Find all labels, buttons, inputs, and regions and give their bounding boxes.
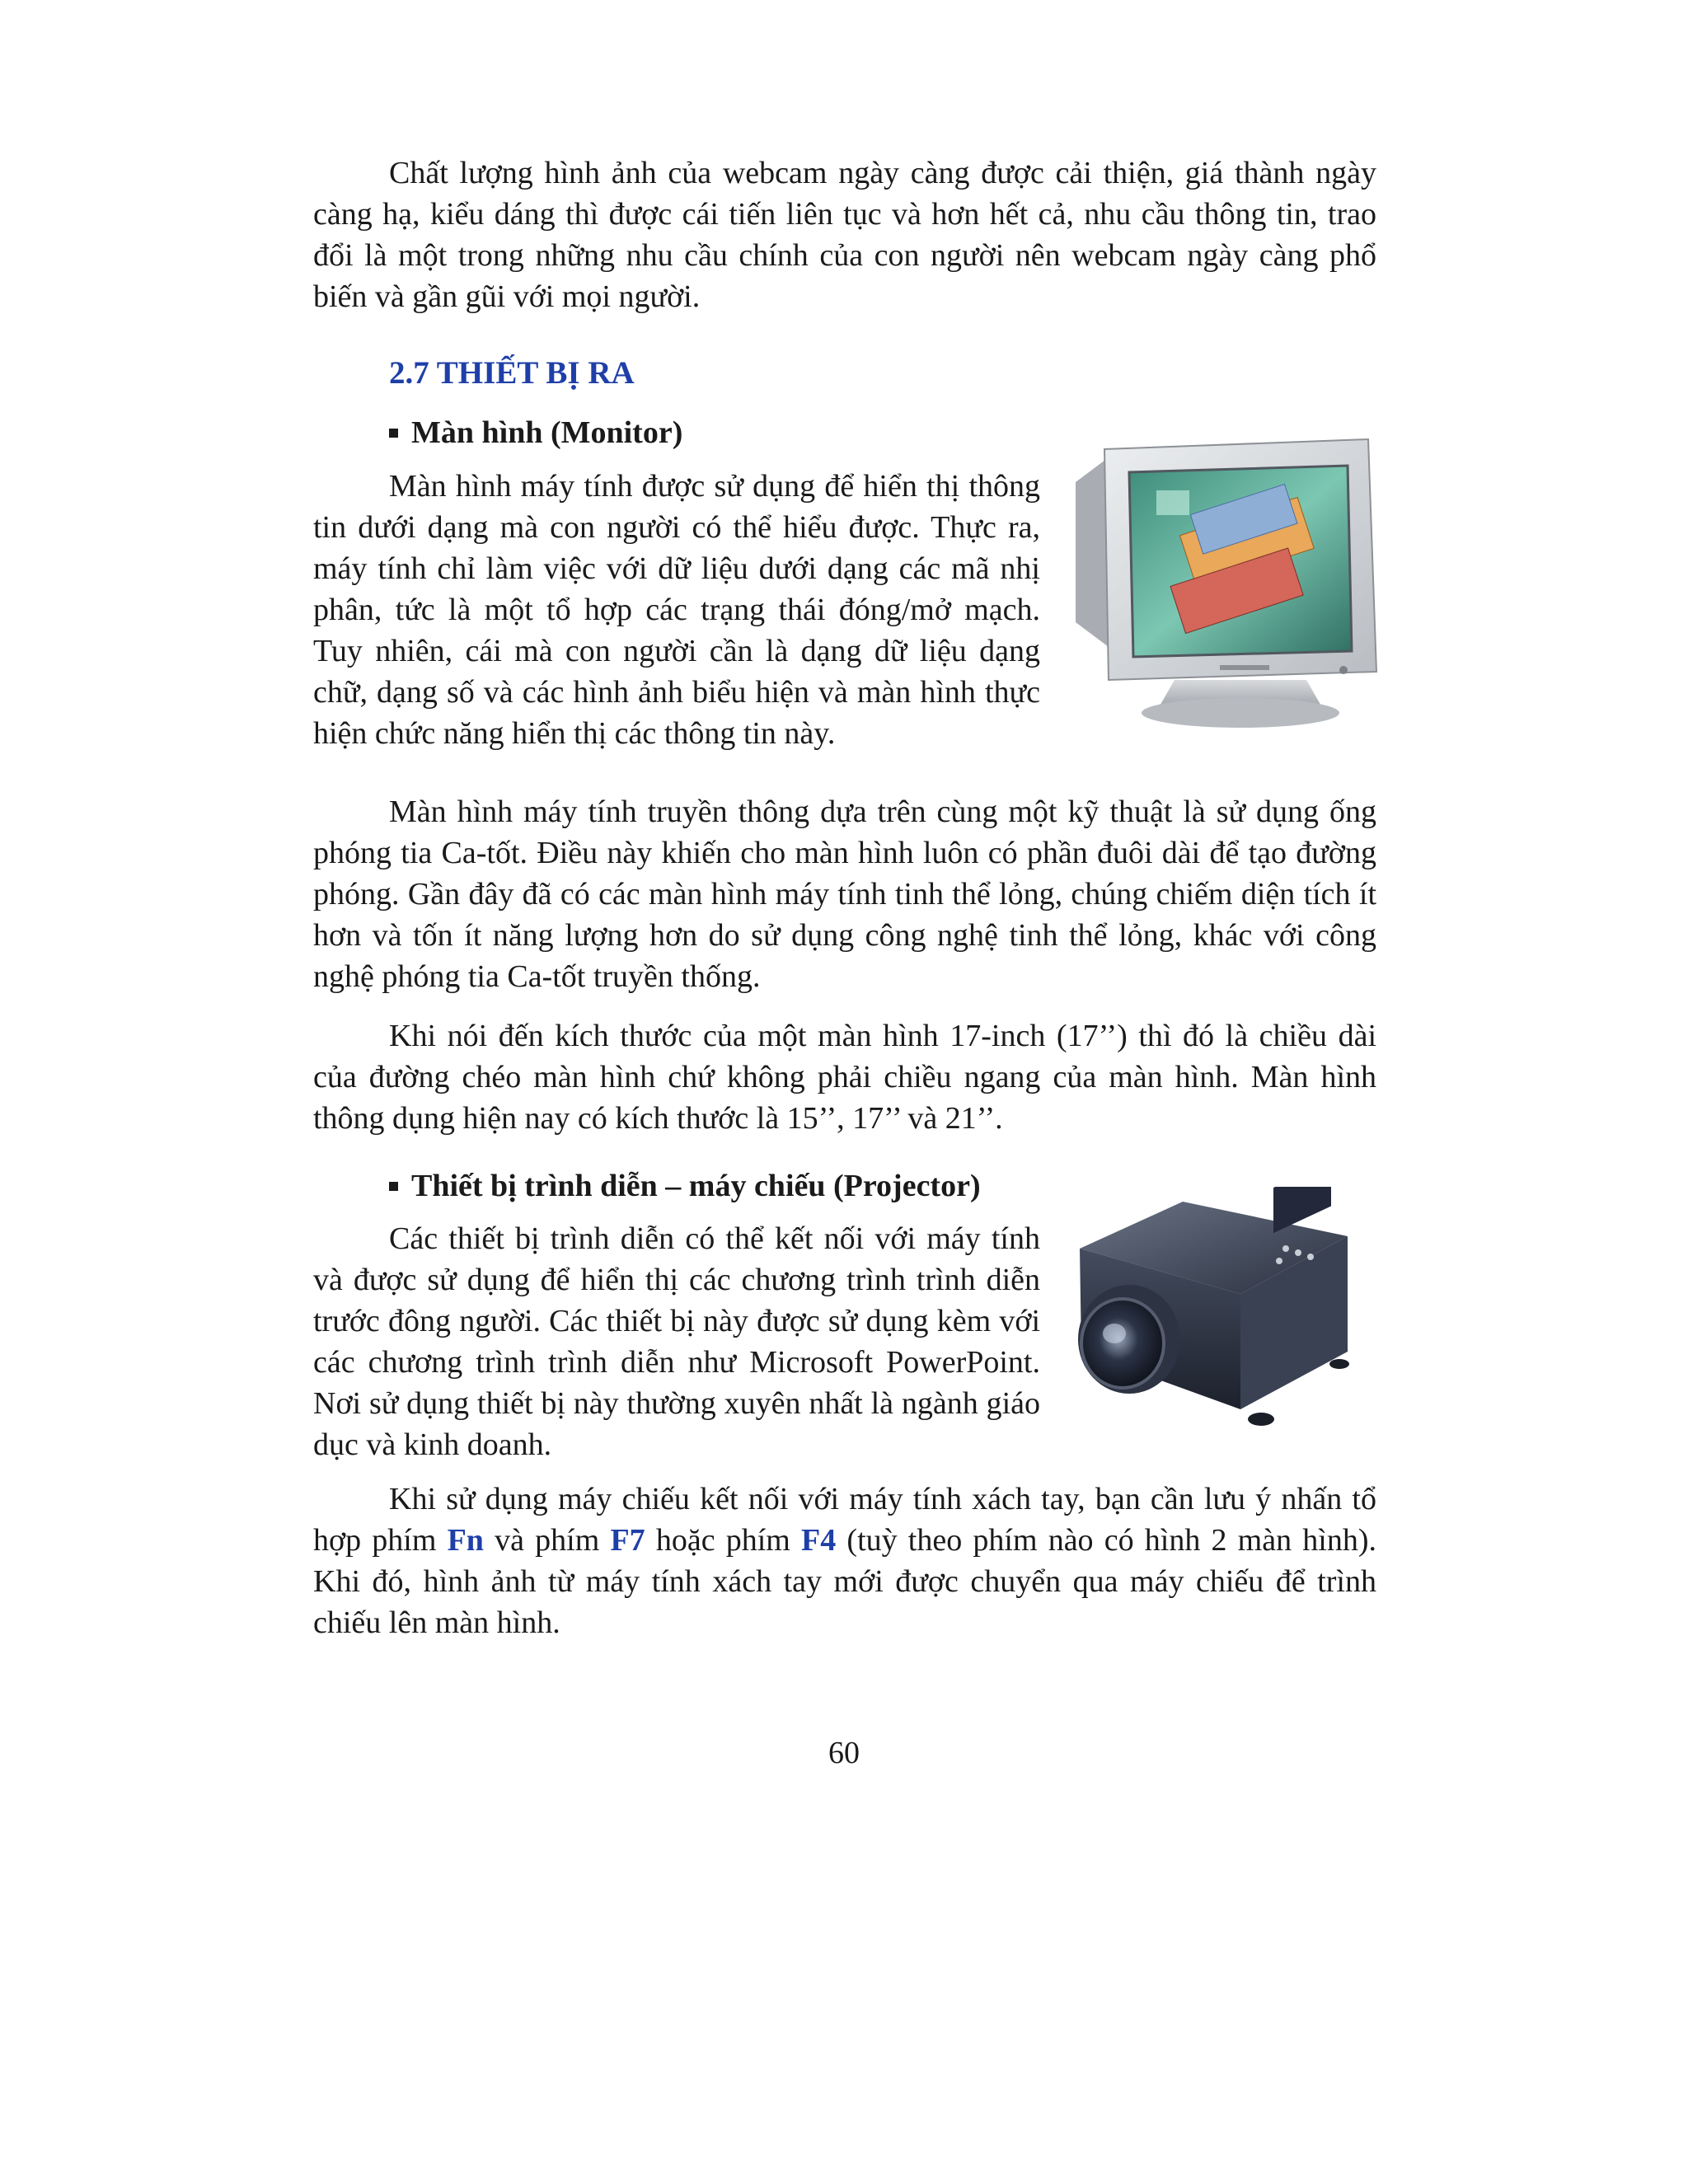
monitor-heading-text: Màn hình (Monitor)	[411, 415, 683, 450]
projector-paragraph-2-part-4: (tuỳ theo phím nào có hình 2 màn hình). Khi đó, hình ảnh từ máy tính xách tay mới được chuyển qua máy chiếu để trình chiếu lên màn hình.	[313, 1523, 1376, 1640]
projector-paragraph-2-part-2: và phím	[483, 1523, 611, 1558]
crt-monitor-image	[1059, 433, 1389, 742]
projector-paragraph-2-part-1: Khi sử dụng máy chiếu kết nối với máy tính xách tay, bạn cần lưu ý nhấn tổ hợp phím	[313, 1482, 1376, 1558]
projector-image	[1063, 1187, 1368, 1442]
projector-paragraph-2-part-3: hoặc phím	[645, 1523, 802, 1558]
monitor-paragraph-1: Màn hình máy tính được sử dụng để hiển thị thông tin dưới dạng mà con người có thể hiểu được. Thực ra, máy tính chỉ làm việc với dữ liệu dưới dạng các mã nhị phân, tức là một tổ hợp các trạng thái đóng/mở mạch. Tuy nhiên, cái mà con người cần là dạng dữ liệu dạng chữ, dạng số và các hình ảnh biểu hiện và màn hình thực hiện chức năng hiển thị các thông tin này.	[313, 469, 1040, 751]
square-bullet-icon	[389, 1182, 398, 1191]
monitor-subheading	[389, 415, 682, 451]
page-number: 60	[828, 1736, 860, 1770]
monitor-paragraph-3: Khi nói đến kích thước của một màn hình 17-inch (17’’) thì đó là chiều dài của đường chéo màn hình chứ không phải chiều ngang của màn hình. Màn hình thông dụng hiện nay có kích thước là 15’’, 17’’ và 21’’.	[313, 1019, 1376, 1136]
intro-paragraph: Chất lượng hình ảnh của webcam ngày càng được cải thiện, giá thành ngày càng hạ, kiểu dáng thì được cái tiến liên tục và hơn hết cả, nhu cầu thông tin, trao đổi là một trong những nhu cầu chính của con người nên webcam ngày càng phổ biến và gần gũi với mọi người.	[313, 156, 1376, 314]
f7-key-label: F7	[610, 1523, 645, 1558]
f4-key-label: F4	[801, 1523, 837, 1558]
projector-paragraph-2	[313, 1479, 1376, 1643]
fn-key-label: Fn	[447, 1523, 484, 1558]
projector-paragraph-1: Các thiết bị trình diễn có thể kết nối với máy tính và được sử dụng để hiển thị các chương trình trình diễn trước đông người. Các thiết bị này được sử dụng kèm với các chương trình trình diễn như Microsoft PowerPoint. Nơi sử dụng thiết bị này thường xuyên nhất là ngành giáo dục và kinh doanh.	[313, 1221, 1040, 1462]
projector-heading-text: Thiết bị trình diễn – máy chiếu (Projector)	[411, 1169, 981, 1203]
projector-subheading	[389, 1168, 981, 1204]
square-bullet-icon	[389, 429, 398, 438]
monitor-paragraph-2: Màn hình máy tính truyền thông dựa trên cùng một kỹ thuật là sử dụng ống phóng tia Ca-tốt. Điều này khiến cho màn hình luôn có phần đuôi dài để tạo đường phóng. Gần đây đã có các màn hình máy tính tinh thể lỏng, chúng chiếm diện tích ít hơn và tốn ít năng lượng hơn do sử dụng công nghệ tinh thể lỏng, khác với công nghệ phóng tia Ca-tốt truyền thống.	[313, 794, 1376, 994]
section-heading: 2.7 THIẾT BỊ RA	[389, 355, 635, 391]
